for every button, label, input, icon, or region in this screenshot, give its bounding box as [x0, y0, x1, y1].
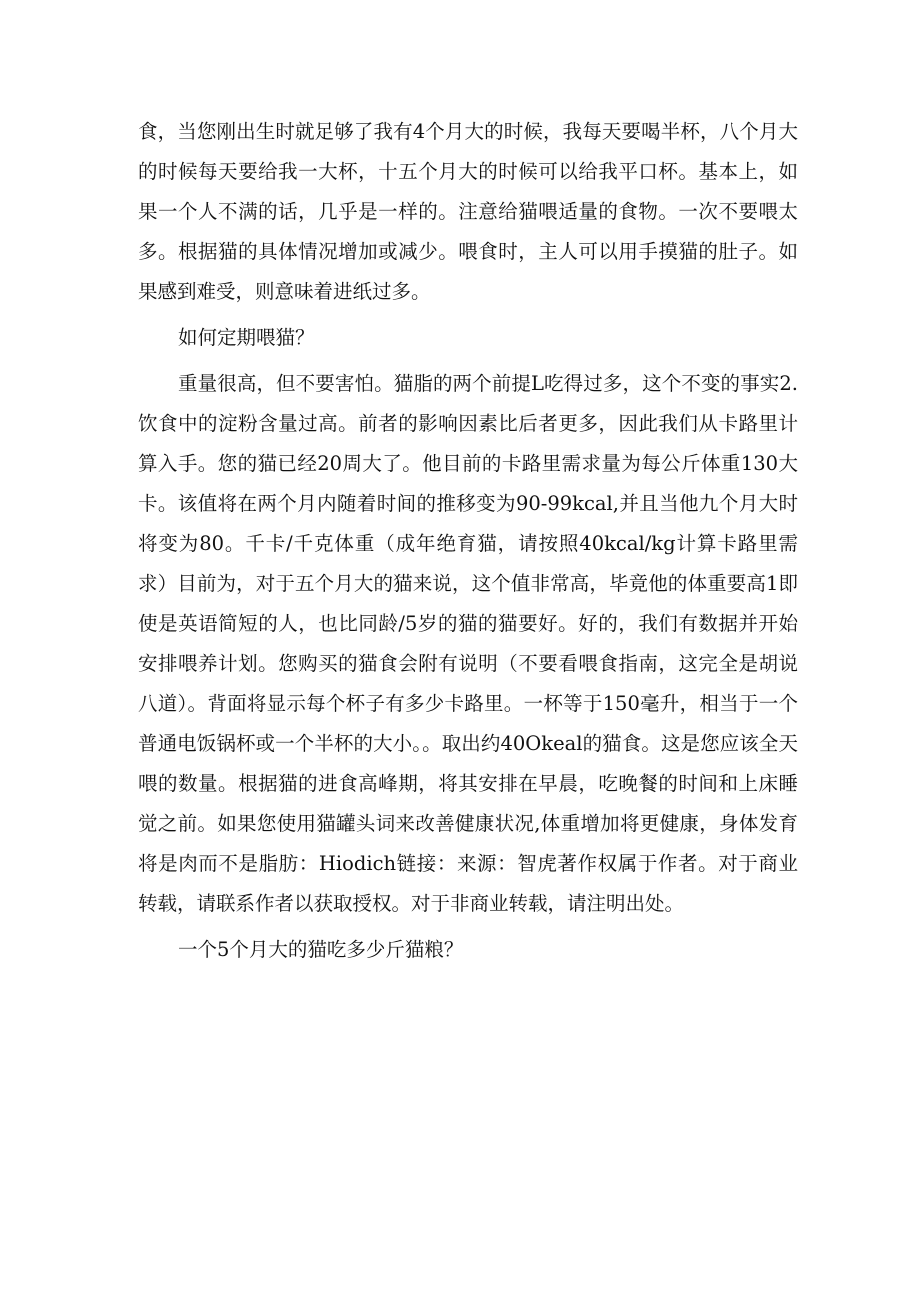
heading-five-month-cat: 一个5个月大的猫吃多少斤猫粮？	[178, 938, 464, 961]
heading-regular-feeding: 如何定期喂猫？	[178, 326, 315, 349]
paragraph-calorie-calculation: 重量很高，但不要害怕。猫脂的两个前提L吃得过多，这个不变的事实2.饮食中的淀粉含量过高。前者的影响因素比后者更多，因此我们从卡路里计算入手。您的猫已经20周大了。他目前的卡路里需求量为每公斤体重130大卡。该值将在两个月内随着时间的推移变为90-99kcal,并且当他九个月大时将变为80。千卡/千克体重（成年绝育猫，请按照40kcal/kg计算卡路里需求）目前为，对于五个月大的猫来说，这个值非常高，毕竟他的体重要高1即使是英语简短的人，也比同龄/5岁的猫的猫要好。好的，我们有数据并开始安排喂养计划。您购买的猫食会附有说明（不要看喂食指南，这完全是胡说八道）。背面将显示每个杯子有多少卡路里。一杯等于150毫升，相当于一个普通电饭锅杯或一个半杯的大小。。取出约40Okeal的猫食。这是您应该全天喂的数量。根据猫的进食高峰期，将其安排在早晨，吃晚餐的时间和上床睡觉之前。如果您使用猫罐头词来改善健康状况,体重增加将更健康，身体发育将是肉而不是脂肪：Hiodich链接：来源：智虎著作权属于作者。对于商业转载，请联系作者以获取授权。对于非商业转载，请注明出处。	[138, 372, 798, 915]
paragraph-feeding-amount: 食，当您刚出生时就足够了我有4个月大的时候，我每天要喝半杯，八个月大的时候每天要给我一大杯，十五个月大的时候可以给我平口杯。基本上，如果一个人不满的话，几乎是一样的。注意给猫喂适量的食物。一次不要喂太多。根据猫的具体情况增加或减少。喂食时，主人可以用手摸猫的肚子。如果感到难受，则意味着进纸过多。	[138, 120, 798, 303]
document-body	[138, 112, 798, 976]
